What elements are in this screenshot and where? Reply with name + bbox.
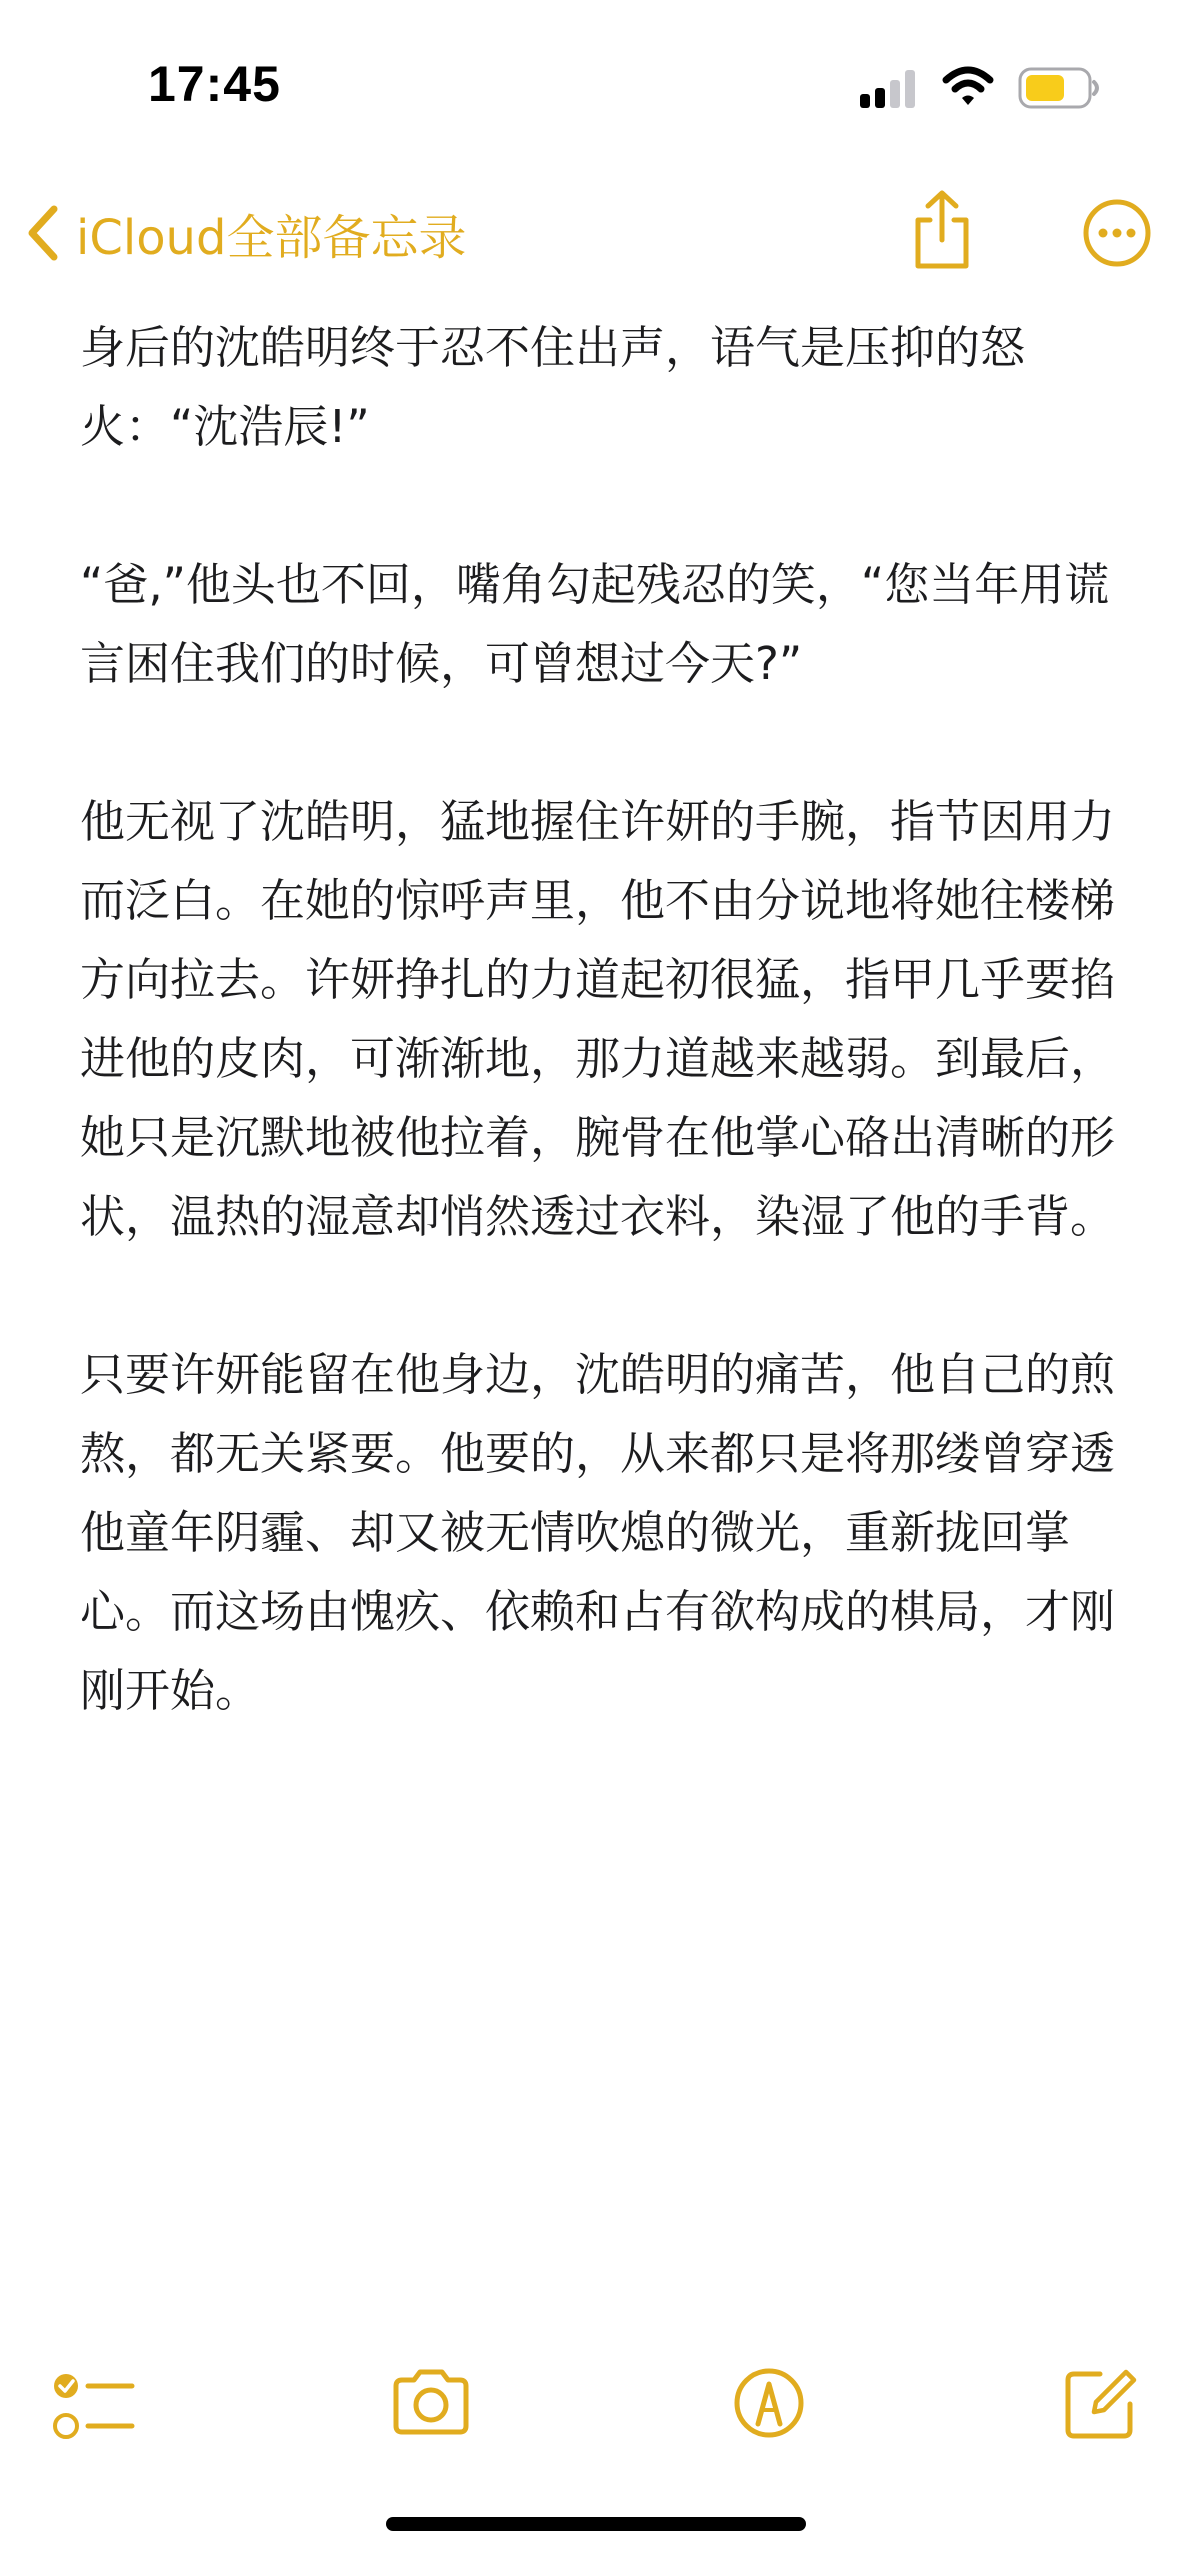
note-content[interactable] [80,308,1120,1809]
compose-icon[interactable] [1064,2364,1140,2440]
note-paragraph: 身后的沈皓明终于忍不住出声，语气是压抑的怒火：“沈浩辰!” [80,321,1026,453]
back-button-label: iCloud全部备忘录 [76,209,467,266]
markup-pen-icon[interactable] [732,2366,806,2440]
note-paragraph: 只要许妍能留在他身边，沈皓明的痛苦，他自己的煎熬，都无关紧要。他要的，从来都只是将那缕曾穿透他童年阴霾、却又被无情吹熄的微光，重新拢回掌心。而这场由愧疚、依赖和占有欲构成的棋局，才刚刚开始。 [80,1348,1116,1717]
note-paragraph: 他无视了沈皓明，猛地握住许妍的手腕，指节因用力而泛白。在她的惊呼声里，他不由分说地将她往楼梯方向拉去。许妍挣扎的力道起初很猛，指甲几乎要掐进他的皮肉，可渐渐地，那力道越来越弱。到最后，她只是沉默地被他拉着，腕骨在他掌心硌出清晰的形状，温热的湿意却悄然透过衣料，染湿了他的手背。 [80,795,1116,1243]
share-icon[interactable] [910,188,974,272]
camera-icon[interactable] [390,2368,472,2436]
bottom-toolbar [0,2330,1180,2470]
checklist-icon[interactable] [52,2370,136,2446]
navigation-bar [0,170,1180,290]
back-button[interactable] [22,198,466,268]
battery-icon [1018,66,1102,110]
wifi-icon [942,66,994,108]
status-bar [0,0,1180,170]
cellular-signal-icon [860,68,920,110]
chevron-left-icon [22,203,62,263]
home-indicator[interactable] [386,2517,806,2531]
more-options-button[interactable] [1082,198,1152,268]
note-paragraph: “爸,”他头也不回，嘴角勾起残忍的笑，“您当年用谎言困住我们的时候，可曾想过今天?” [80,558,1110,690]
status-time: 17:45 [148,56,281,112]
